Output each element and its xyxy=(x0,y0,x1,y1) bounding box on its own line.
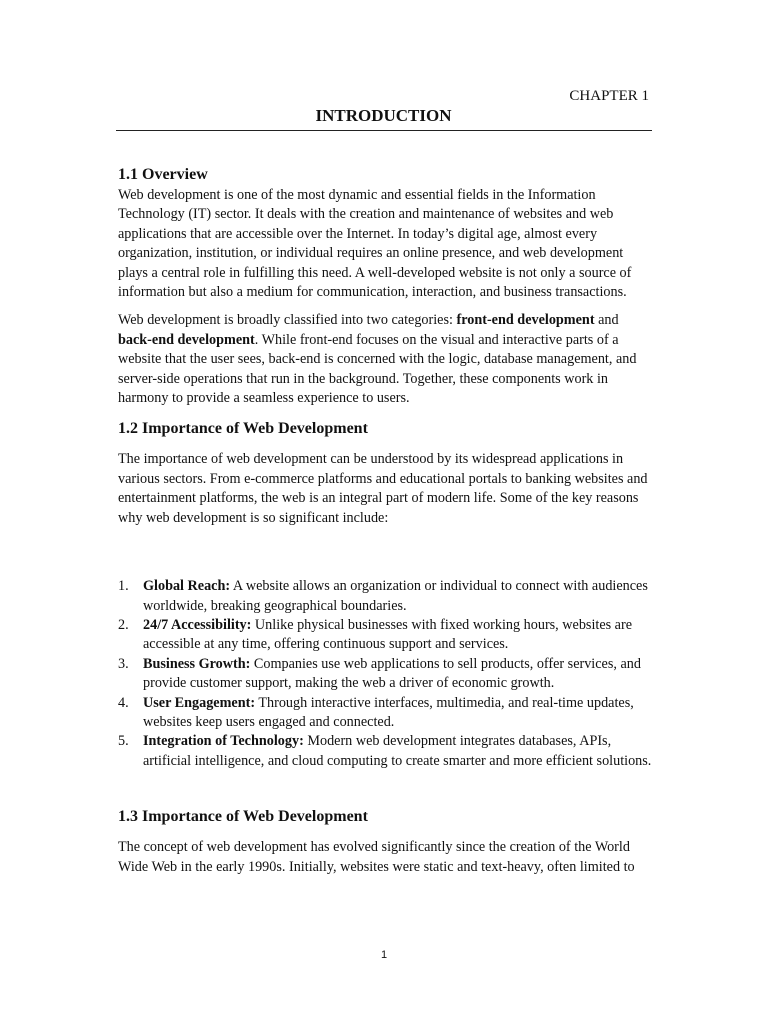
list-item xyxy=(118,732,653,771)
chapter-title: INTRODUCTION xyxy=(315,106,452,125)
list-text: A website allows an organization or individual to connect with audiences worldwide, breaking geographical boundaries. xyxy=(143,578,648,614)
chapter-label: CHAPTER 1 xyxy=(569,88,649,104)
list-text: Companies use web applications to sell products, offer services, and provide customer support, making the web a driver of economic growth. xyxy=(143,655,641,692)
list-item xyxy=(118,616,653,655)
list-number: 1. xyxy=(118,578,129,595)
list-term: 24/7 Accessibility: xyxy=(143,616,252,633)
list-item xyxy=(118,694,653,733)
list-term: Business Growth: xyxy=(143,655,251,672)
list-number: 4. xyxy=(118,694,129,711)
list-number: 3. xyxy=(118,655,129,672)
section-heading-overview: 1.1 Overview xyxy=(118,166,208,183)
section-heading-importance: 1.2 Importance of Web Development xyxy=(118,420,368,438)
list-item xyxy=(118,655,653,694)
text-span: . While front-end focuses on the visual and interactive parts of a website that the user sees, back-end is concerned with the logic, database management, and server-side operations that run in the background. Together, these components work in harmony to provide a seamless experience to users. xyxy=(118,331,637,407)
list-term: Global Reach: xyxy=(143,578,231,595)
overview-paragraph-2 xyxy=(118,311,653,408)
text-span: and xyxy=(594,312,619,329)
title-divider xyxy=(116,130,652,131)
bold-term-back-end: back-end development xyxy=(118,331,255,348)
bold-term-front-end: front-end development xyxy=(456,312,595,329)
list-number: 5. xyxy=(118,733,129,750)
importance-intro-paragraph: The importance of web development can be understood by its widespread applications in various sectors. From e-commerce platforms and educational portals to banking websites and entertainment platforms, the web is an integral part of modern life. Some of the key reasons why web development is so significant include: xyxy=(118,451,648,526)
text-span: Web development is broadly classified into two categories: xyxy=(118,312,457,329)
list-text: Unlike physical businesses with fixed working hours, websites are accessible at any time, offering continuous support and services. xyxy=(143,616,633,653)
section-heading-evolution: 1.3 Importance of Web Development xyxy=(118,808,368,826)
list-text: Through interactive interfaces, multimedia, and real-time updates, websites keep users engaged and connected. xyxy=(143,694,634,730)
list-item xyxy=(118,577,653,616)
list-text: Modern web development integrates databases, APIs, artificial intelligence, and cloud computing to create smarter and more efficient solutions. xyxy=(143,733,652,769)
document-body xyxy=(118,164,653,877)
page-number: 1 xyxy=(380,949,388,961)
importance-list xyxy=(118,577,653,771)
list-term: Integration of Technology: xyxy=(143,733,304,750)
evolution-paragraph-1: The concept of web development has evolved significantly since the creation of the World Wide Web in the early 1990s. Initially, websites were static and text-heavy, often limited to xyxy=(118,839,635,875)
list-term: User Engagement: xyxy=(143,694,256,711)
list-number: 2. xyxy=(118,616,129,633)
overview-paragraph-1: Web development is one of the most dynamic and essential fields in the Information Technology (IT) sector. It deals with the creation and maintenance of websites and web applications that are accessible over the Internet. In today’s digital age, almost every organization, institution, or individual requires an online presence, and web development plays a central role in fulfilling this need. A well-developed website is not only a source of information but also a medium for communication, interaction, and business transactions. xyxy=(118,187,632,301)
